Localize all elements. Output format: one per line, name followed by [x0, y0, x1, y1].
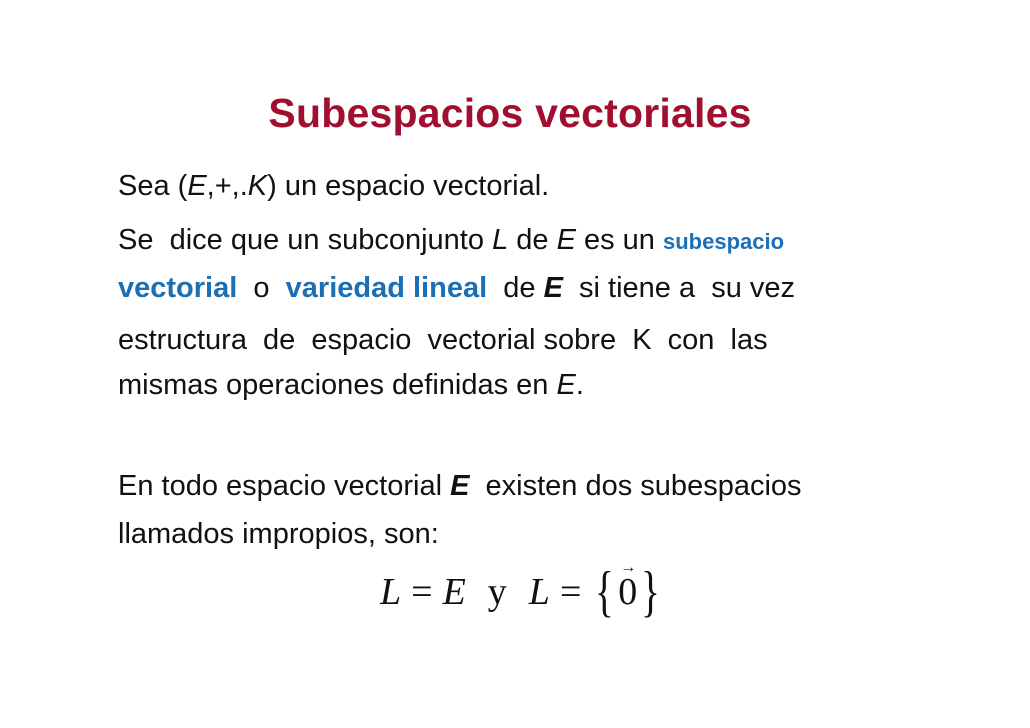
text-segment: ,+,.: [206, 170, 248, 202]
slide-title: Subespacios vectoriales: [268, 90, 752, 136]
text-segment: de: [508, 224, 557, 256]
text-segment: .: [575, 369, 584, 401]
text-segment: de: [487, 272, 544, 304]
formula-L: L: [528, 571, 550, 613]
formula-E: E: [442, 571, 466, 613]
formula-zero-vector: [618, 559, 638, 622]
text-segment: ) un espacio vectorial.: [267, 170, 550, 202]
formula-equals: =: [411, 571, 433, 613]
term-variedad-lineal: variedad lineal: [285, 272, 488, 304]
text-segment: Sea (: [118, 170, 188, 202]
formula: [380, 559, 664, 623]
math-symbol-E: E: [556, 369, 576, 401]
math-symbol-K: K: [247, 170, 268, 202]
formula-equals: =: [559, 571, 582, 613]
math-symbol-E: E: [556, 224, 576, 256]
term-subespacio: subespacio: [662, 229, 785, 254]
formula-left-brace: {: [595, 561, 615, 623]
term-vectorial: vectorial: [118, 272, 238, 304]
text-line-6: [118, 468, 802, 504]
text-segment: existen dos subespacios: [469, 470, 802, 502]
text-line-1: [118, 168, 549, 204]
text-segment: mismas operaciones definidas en: [118, 369, 557, 401]
math-symbol-E: E: [187, 170, 207, 202]
text-segment: En todo espacio vectorial: [118, 470, 451, 502]
formula-zero: 0: [618, 571, 638, 613]
math-symbol-L: L: [492, 224, 509, 256]
text-segment: Se dice que un subconjunto: [118, 224, 493, 256]
math-symbol-E: E: [450, 470, 470, 502]
text-segment: llamados impropios, son:: [118, 518, 439, 550]
formula-L: L: [380, 571, 402, 613]
text-line-2: [118, 222, 784, 260]
text-line-5: [118, 367, 584, 403]
text-segment: o: [237, 272, 286, 304]
text-line-3: [118, 270, 795, 306]
formula-y: y: [487, 571, 507, 613]
vector-arrow-icon: →: [620, 559, 637, 576]
text-segment: estructura de espacio vectorial sobre K con las: [118, 324, 768, 356]
text-segment: si tiene a su vez: [562, 272, 796, 304]
text-line-7: [118, 516, 439, 552]
formula-right-brace: }: [641, 561, 661, 623]
text-segment: es un: [575, 224, 663, 256]
text-line-4: [118, 322, 768, 358]
math-symbol-E: E: [543, 272, 563, 304]
